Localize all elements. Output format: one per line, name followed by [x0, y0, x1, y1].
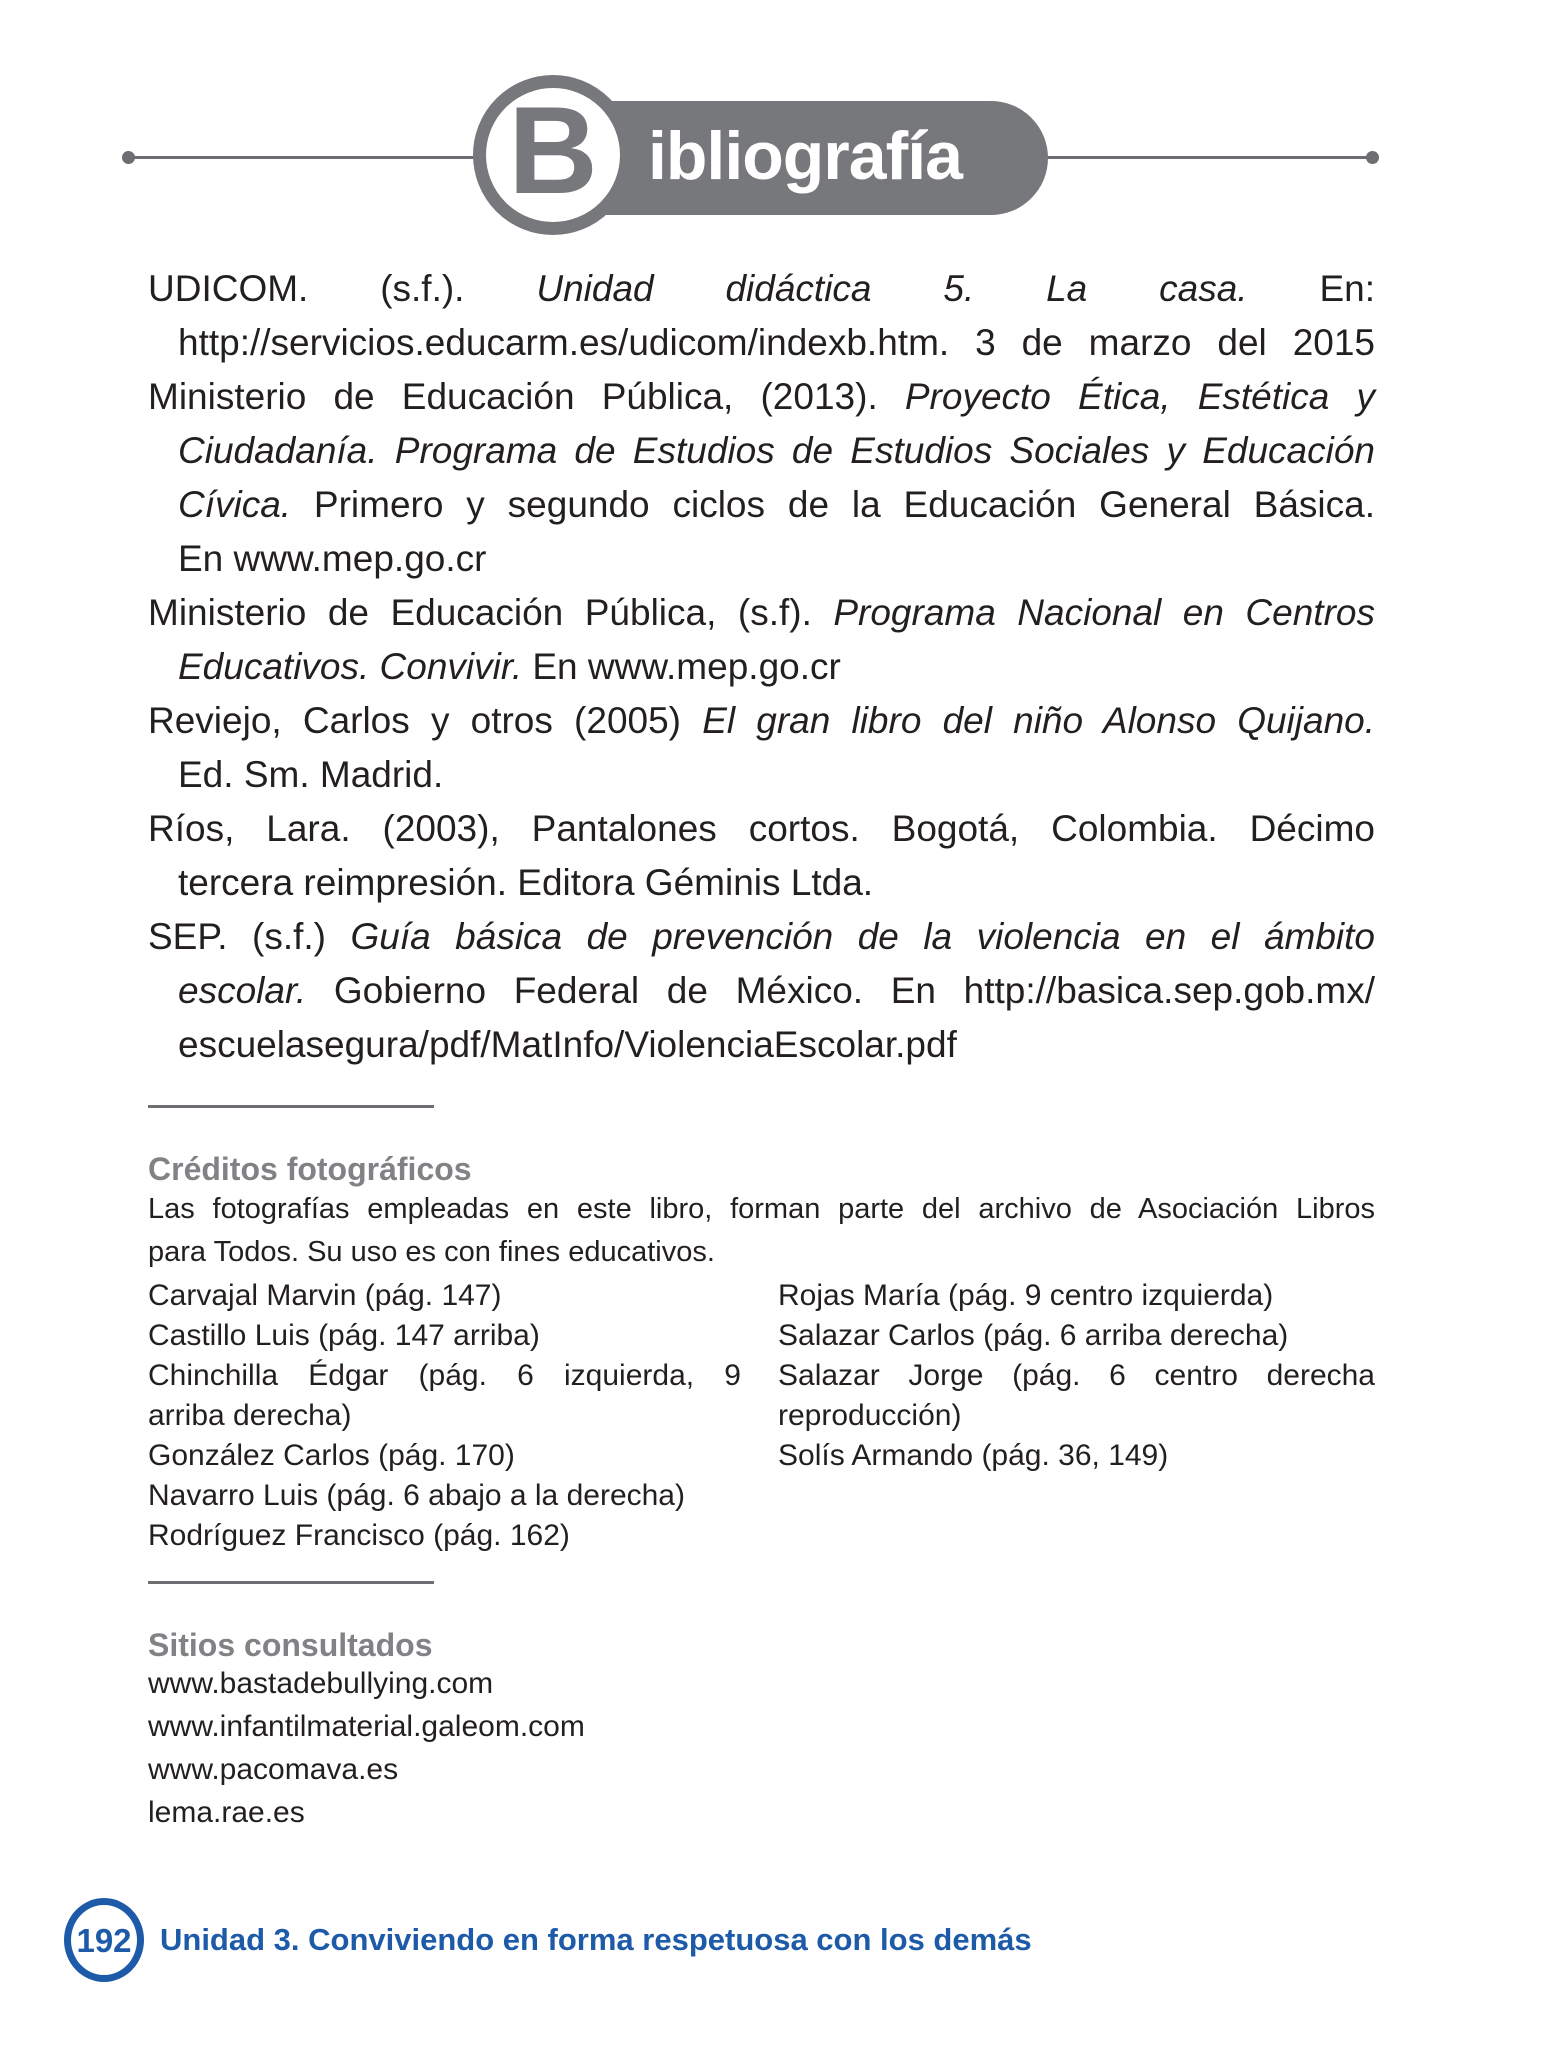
photo-credits-right-column — [778, 1276, 1375, 1476]
credit-line: arriba derecha) — [148, 1399, 352, 1432]
credit-line: Rodríguez Francisco (pág. 162) — [148, 1519, 570, 1552]
bibliography-line: Ed. Sm. Madrid. — [178, 754, 444, 795]
credit-line: reproducción) — [778, 1399, 962, 1432]
bibliography-line: Cívica. Primero y segundo ciclos de la Educación General Básica. — [178, 484, 1375, 525]
site-url-line: lema.rae.es — [148, 1796, 305, 1829]
banner-initial-letter: B — [508, 82, 598, 220]
site-url-line: www.infantilmaterial.galeom.com — [148, 1710, 585, 1743]
bibliography-line: Ministerio de Educación Pública, (s.f). Programa Nacional en Centros — [148, 592, 1375, 633]
page-footer — [64, 1898, 1032, 1982]
credit-line: Castillo Luis (pág. 147 arriba) — [148, 1319, 540, 1352]
bibliography-section — [148, 262, 1375, 1072]
section-divider-sites — [148, 1581, 434, 1584]
bibliography-line: Ríos, Lara. (2003), Pantalones cortos. Bogotá, Colombia. Décimo — [148, 808, 1375, 849]
page-number-badge — [64, 1898, 144, 1982]
credit-line: Navarro Luis (pág. 6 abajo a la derecha) — [148, 1479, 685, 1512]
credit-line: González Carlos (pág. 170) — [148, 1439, 515, 1472]
site-url-line: www.bastadebullying.com — [148, 1667, 494, 1700]
header-rule-dot-right — [1366, 151, 1379, 164]
photo-credits-intro — [148, 1188, 1375, 1274]
photo-credits-heading: Créditos fotográficos — [148, 1151, 472, 1187]
photo-credits-intro-line: Las fotografías empleadas en este libro, forman parte del archivo de Asociación Libros — [148, 1193, 1375, 1225]
bibliography-line: Ciudadanía. Programa de Estudios de Estudios Sociales y Educación — [178, 430, 1375, 471]
bibliography-line: escolar. Gobierno Federal de México. En http://basica.sep.gob.mx/ — [178, 970, 1375, 1011]
credit-line: Salazar Carlos (pág. 6 arriba derecha) — [778, 1319, 1289, 1352]
bibliography-line: SEP. (s.f.) Guía básica de prevención de la violencia en el ámbito — [148, 916, 1376, 957]
credit-line: Solís Armando (pág. 36, 149) — [778, 1439, 1169, 1472]
section-divider-credits — [148, 1105, 434, 1108]
credit-line: Salazar Jorge (pág. 6 centro derecha — [778, 1359, 1375, 1392]
footer-unit-title: Unidad 3. Conviviendo en forma respetuosa con los demás — [160, 1922, 1032, 1958]
bibliography-line: tercera reimpresión. Editora Géminis Ltda. — [178, 862, 874, 903]
banner-initial-circle — [473, 75, 633, 235]
sites-list — [148, 1662, 1048, 1834]
photo-credits-left-column — [148, 1276, 741, 1556]
banner-title: ibliografía — [648, 118, 962, 194]
bibliography-line: escuelasegura/pdf/MatInfo/ViolenciaEscolar.pdf — [178, 1024, 957, 1065]
credit-line: Carvajal Marvin (pág. 147) — [148, 1279, 502, 1312]
bibliography-line: En www.mep.go.cr — [178, 538, 487, 579]
bibliography-line: Educativos. Convivir. En www.mep.go.cr — [178, 646, 841, 687]
bibliography-line: Ministerio de Educación Pública, (2013). Proyecto Ética, Estética y — [148, 376, 1375, 417]
bibliography-line: Reviejo, Carlos y otros (2005) El gran libro del niño Alonso Quijano. — [148, 700, 1376, 741]
header-rule-dot-left — [122, 151, 135, 164]
photo-credits-intro-line: para Todos. Su uso es con fines educativos. — [148, 1236, 715, 1268]
site-url-line: www.pacomava.es — [148, 1753, 399, 1786]
sites-heading: Sitios consultados — [148, 1627, 433, 1663]
bibliography-line: http://servicios.educarm.es/udicom/indexb.htm. 3 de marzo del 2015 — [178, 322, 1375, 363]
page-number: 192 — [76, 1921, 132, 1959]
credit-line: Chinchilla Édgar (pág. 6 izquierda, 9 — [148, 1359, 741, 1392]
credit-line: Rojas María (pág. 9 centro izquierda) — [778, 1279, 1274, 1312]
bibliography-line: UDICOM. (s.f.). Unidad didáctica 5. La casa. En: — [148, 268, 1375, 309]
